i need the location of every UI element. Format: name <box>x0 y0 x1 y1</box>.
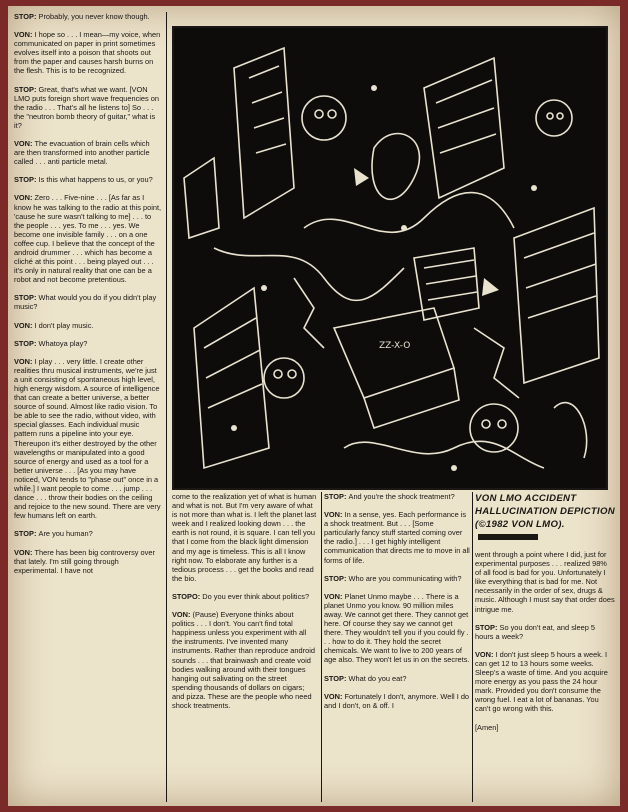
interview-paragraph <box>14 529 162 538</box>
speaker-label: STOP: <box>324 573 349 583</box>
interview-paragraph <box>14 321 162 330</box>
interview-paragraph <box>324 592 470 665</box>
interview-paragraph <box>172 610 318 710</box>
magazine-page <box>8 6 620 806</box>
paragraph-text: (Pause) Everyone thinks about politics . . . I don't. You can't find total happiness unless you experiment with all the instruments. I've invented many instruments. Rather than reproduce android sounds . . . that brainwash and create void bodies walking around with their tongues hanging out salivating on the street spending thousands of dollars on cigars; and pizza. These are the people who need shock treatments. <box>172 610 315 710</box>
speaker-label: VON: <box>14 356 35 366</box>
paragraph-text: Do you ever think about politics? <box>202 591 310 601</box>
paragraph-text: [Amen] <box>475 722 499 732</box>
column-divider <box>166 12 167 802</box>
speaker-label: STOP: <box>14 293 39 303</box>
speaker-label: VON: <box>14 547 35 557</box>
interview-paragraph <box>172 592 318 601</box>
title-bar <box>478 534 538 540</box>
paragraph-text: I don't play music. <box>34 320 94 330</box>
speaker-label: VON: <box>324 510 345 520</box>
speaker-label: VON: <box>14 139 35 149</box>
speaker-label: STOP: <box>14 338 39 348</box>
paragraph-text: Who are you communicating with? <box>348 573 462 583</box>
interview-paragraph <box>324 492 470 501</box>
interview-paragraph <box>14 339 162 348</box>
interview-paragraph <box>14 293 162 311</box>
artwork-drawing <box>174 28 606 488</box>
paragraph-text: Is this what happens to us, or you? <box>38 175 153 185</box>
paragraph-text: went through a point where I did, just for experimental purposes . . . realized 98% of all food is bad for you. Unfortunately I like everything that is bad for me. Not necessarily in the order of sex, drugs & music. Although I must say that order does intrigue me. <box>475 550 615 614</box>
interview-paragraph <box>14 193 162 284</box>
interview-paragraph <box>475 623 615 641</box>
paragraph-text: Fortunately I don't, anymore. Well I do and I don't, on & off. I <box>324 691 470 710</box>
speaker-label: STOP: <box>324 492 349 501</box>
column-3 <box>324 492 470 802</box>
column-4 <box>475 492 615 802</box>
interview-paragraph <box>14 12 162 21</box>
paragraph-text: Probably, you never know though. <box>38 12 150 21</box>
paragraph-text: What would you do if you didn't play music? <box>14 293 157 312</box>
interview-paragraph <box>475 650 615 714</box>
speaker-label: VON: <box>324 591 345 601</box>
paragraph-text: I hope so . . . I mean—my voice, when communicated on paper in print sometimes evolves itself into a poison that shoots out from the paper and causes harsh burns on the flesh. This is to be recognized. <box>14 30 161 76</box>
interview-paragraph <box>475 723 615 732</box>
interview-paragraph <box>14 548 162 575</box>
speaker-label: VON: <box>172 610 193 620</box>
paragraph-text: Planet Unmo maybe . . . There is a planet Unmo you know. 90 million miles away. We cannot get there. They cannot get here. Of course they say we cannot get there. They wouldn't tell you if you could fly . . . how to do it. They hold the secret chemicals. We want to live to 200 years of age also. They won't let us in on the secrets. <box>324 591 470 665</box>
speaker-label: VON: <box>14 193 35 203</box>
speaker-label: STOP: <box>475 622 500 632</box>
speaker-label: STOP: <box>324 673 349 683</box>
interview-paragraph <box>324 692 470 710</box>
paragraph-text: Whatoya play? <box>38 338 88 348</box>
paragraph-text: I play . . . very little. I create other realities thru musical instruments, we're just a unit consisting of spontaneous high level, high energy wisdom. A source of intelligence that can create a better universe, a better source of sound. Almost like radio vision. To be able to see the radio, without video, with special glasses. Each individual music pattern runs a pipeline into your eye. Thereupon it's either destroyed by the other wavelengths or manipulated into a good source of energy and used as a tool for a better universe . . . [As you may have noticed, VON tends to "phase out" once in a while.] I want people to come . . . jump . . . dance . . . throw their bodies on the ceiling and rejoice to the new sound. There are very few humans left on earth. <box>14 356 161 521</box>
artwork-caption: ZZ-X-O <box>379 341 411 351</box>
paragraph-text: come to the realization yet of what is human and what is not. But I'm very aware of what is not more than what is. I left the planet last week and I realized looking down . . . the earth is not round, it is square. I can tell you that I come from the black light dimension and my age is timeless. This is all I know right now. To elaborate any further is a tedious process . . . get the books and read the bio. <box>172 492 317 583</box>
column-2 <box>172 492 318 802</box>
interview-paragraph <box>14 357 162 521</box>
speaker-label: VON: <box>14 30 35 40</box>
column-divider <box>472 492 473 802</box>
paragraph-text: So you don't eat, and sleep 5 hours a week? <box>475 622 596 641</box>
speaker-label: STOPO: <box>172 591 203 601</box>
interview-paragraph <box>14 30 162 75</box>
paragraph-text: In a sense, yes. Each performance is a shock treatment. But . . . [Some particularly fancy stuff started coming over the radio.] . . . I get highly intelligent communication that directs me to move in all forms of life. <box>324 510 470 565</box>
paragraph-text: I don't just sleep 5 hours a week. I can get 12 to 13 hours some weeks. Sleep's a waste of time. And you acquire more energy as you pass the 24 hour mark. Provided you don't consume the wrong fuel. I eat a lot of bananas. You can't go wrong with this. <box>475 649 608 714</box>
interview-paragraph <box>324 510 470 565</box>
paragraph-text: And you're the shock treatment? <box>348 492 455 501</box>
left-column <box>14 12 162 802</box>
speaker-label: VON: <box>324 691 345 701</box>
speaker-label: STOP: <box>14 175 39 185</box>
paragraph-text: Zero . . . Five-nine . . . [As far as I know he was talking to the radio at this point, 'cause he sure wasn't talking to me] . . . to the people . . . yes. To me . . . yes. We become one invisible family . . . on a one coffee cup. I believe that the concept of the android drummer . . . which has become a cliché at this point . . . being played out . . . it's only in natural reality that one can be a robot and not become pretentious. <box>14 193 162 285</box>
interview-paragraph <box>172 492 318 583</box>
paragraph-text: There has been big controversy over that lately. I'm still going through experimental. I have not <box>14 547 155 575</box>
column-divider <box>321 492 322 802</box>
artwork-title: VON LMO ACCIDENT HALLUCINATION DEPICTION (©1982 VON LMO). <box>475 492 615 544</box>
interview-paragraph <box>324 574 470 583</box>
speaker-label: STOP: <box>14 84 39 94</box>
speaker-label: VON: <box>475 649 496 659</box>
interview-paragraph <box>14 139 162 166</box>
interview-paragraph <box>14 85 162 130</box>
interview-paragraph <box>324 674 470 683</box>
paragraph-text: What do you eat? <box>348 673 407 683</box>
paragraph-text: Are you human? <box>38 529 93 539</box>
speaker-label: STOP: <box>14 12 39 21</box>
paragraph-text: The evacuation of brain cells which are then transformed into another particle called . . . anti particle metal. <box>14 139 150 167</box>
interview-paragraph <box>475 550 615 614</box>
interview-paragraph <box>14 175 162 184</box>
speaker-label: VON: <box>14 320 35 330</box>
speaker-label: STOP: <box>14 529 39 539</box>
hallucination-artwork <box>172 26 608 490</box>
paragraph-text: Great, that's what we want. [VON LMO puts foreign short wave frequencies on the radio . . . That's all he listens to] So . . . the "neutron bomb theory of guitar," what is it? <box>14 84 160 130</box>
